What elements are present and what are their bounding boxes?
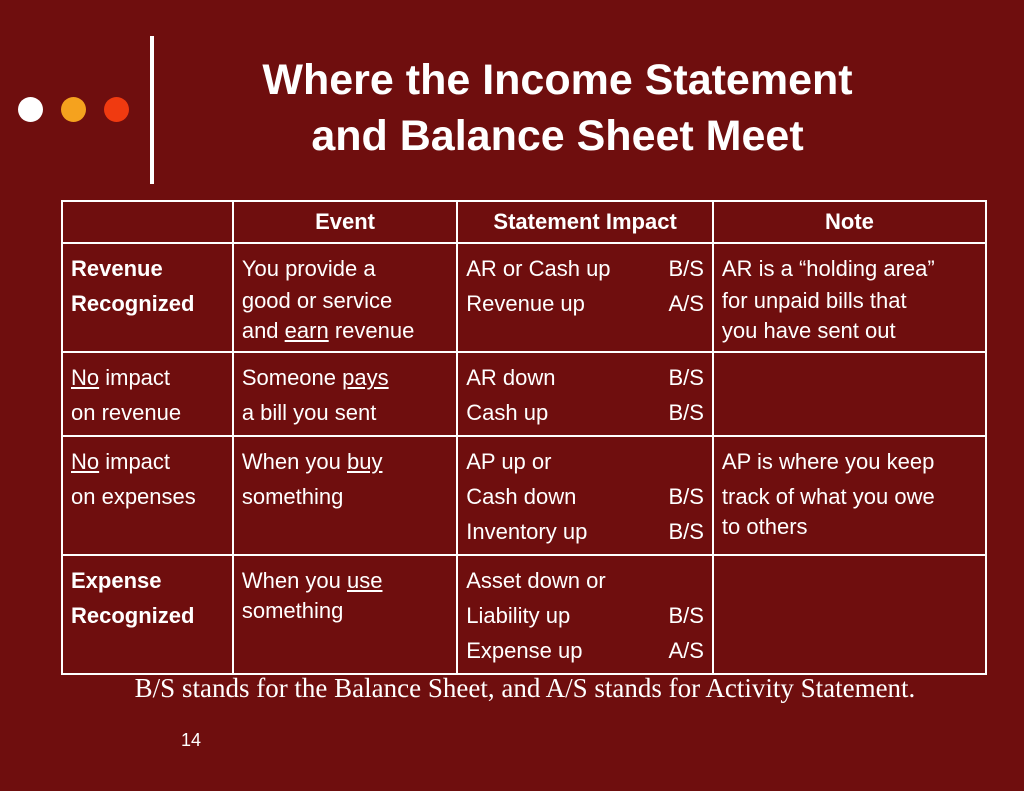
impact-cell <box>457 352 713 436</box>
impact-line: Cash up B/S <box>466 400 704 425</box>
event-line: and earn revenue <box>241 318 415 343</box>
label-line: No impact <box>71 449 171 474</box>
table-row <box>62 555 986 674</box>
bullet-dot-red <box>104 97 129 122</box>
table-row <box>62 352 986 436</box>
event-cell <box>233 555 457 674</box>
note-line: AP is where you keep <box>721 449 935 474</box>
label-line: Recognized <box>71 291 195 316</box>
impact-line: AP up or <box>466 449 552 474</box>
row-label <box>62 243 233 352</box>
note-line: AR is a “holding area” <box>721 256 935 281</box>
title-line-2: and Balance Sheet Meet <box>311 112 804 160</box>
page-number: 14 <box>181 730 202 750</box>
impact-line: Inventory up B/S <box>466 519 704 544</box>
note-line: track of what you owe <box>721 484 935 509</box>
table-row <box>62 436 986 555</box>
note-line: for unpaid bills that <box>721 288 907 313</box>
row-label <box>62 436 233 555</box>
event-cell <box>233 243 457 352</box>
event-line: You provide a <box>241 256 376 281</box>
footnote: B/S stands for the Balance Sheet, and A/S stands for Activity Statement. <box>134 673 916 703</box>
bullet-dot-white <box>18 97 43 122</box>
note-line: to others <box>721 514 808 539</box>
label-line: Recognized <box>71 603 195 628</box>
impact-line: Cash down B/S <box>466 484 704 509</box>
event-line: good or service <box>241 288 393 313</box>
impact-cell <box>457 555 713 674</box>
title-line-1: Where the Income Statement <box>262 56 853 104</box>
header-note: Note <box>713 201 986 243</box>
impact-line: Liability up B/S <box>466 603 704 628</box>
label-line: Revenue <box>71 256 163 281</box>
header-event: Event <box>233 201 457 243</box>
event-cell <box>233 436 457 555</box>
label-line: on revenue <box>71 400 182 425</box>
event-line: When you buy <box>241 449 383 474</box>
title-divider <box>150 36 154 184</box>
impact-line: Asset down or <box>466 568 606 593</box>
note-cell-empty <box>713 555 986 674</box>
label-line: on expenses <box>71 484 196 509</box>
row-label <box>62 555 233 674</box>
row-label <box>62 352 233 436</box>
note-cell <box>713 243 986 352</box>
slide-title <box>190 52 925 164</box>
event-line: a bill you sent <box>241 400 377 425</box>
note-cell <box>713 436 986 555</box>
impact-line: Revenue up A/S <box>466 291 704 316</box>
impact-line: AR down B/S <box>466 365 704 390</box>
note-cell-empty <box>713 352 986 436</box>
event-cell <box>233 352 457 436</box>
note-line: you have sent out <box>721 318 896 343</box>
comparison-table <box>61 200 987 675</box>
event-line: Someone pays <box>241 365 389 390</box>
label-line: No impact <box>71 365 171 390</box>
label-line: Expense <box>71 568 162 593</box>
impact-cell <box>457 436 713 555</box>
impact-line: Expense up A/S <box>466 638 704 663</box>
impact-line: AR or Cash up B/S <box>466 256 704 281</box>
header-empty <box>62 201 233 243</box>
event-line: something <box>241 484 344 509</box>
header-statement-impact: Statement Impact <box>457 201 713 243</box>
event-line: something <box>241 598 344 623</box>
table-header-row <box>62 201 986 243</box>
bullet-dot-orange <box>61 97 86 122</box>
event-line: When you use <box>241 568 383 593</box>
table-row <box>62 243 986 352</box>
impact-cell <box>457 243 713 352</box>
